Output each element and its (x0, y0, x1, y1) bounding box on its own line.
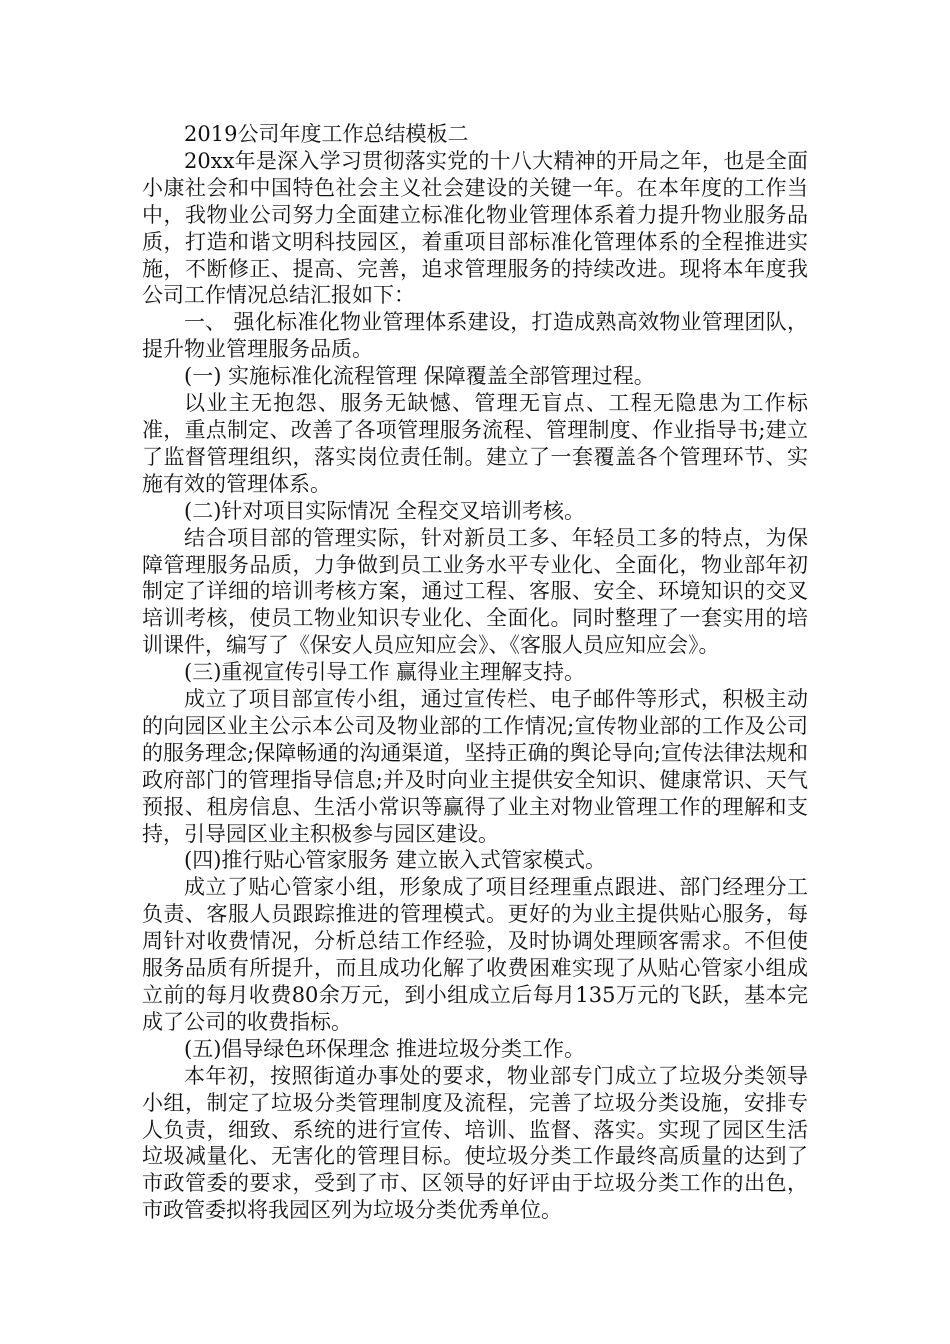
subheading-3: (三)重视宣传引导工作 赢得业主理解支持。 (184, 660, 586, 685)
paragraph-2: 结合项目部的管理实际，针对新员工多、年轻员工多的特点，为保障管理服务品质，力争做到员工业务水平专业化、全面化，物业部年初制定了详细的培训考核方案，通过工程、客服、安全、环境知识的交叉培训考核，使员工物业知识专业化、全面化。同时整理了一套实用的培训课件，编写了《保安人员应知应会》、《客服人员应知应会》。 (142, 525, 808, 658)
subheading-5: (五)倡导绿色环保理念 推进垃圾分类工作。 (184, 1036, 586, 1061)
subheading-4: (四)推行贴心管家服务 建立嵌入式管家模式。 (184, 848, 607, 873)
document-title: 2019公司年度工作总结模板二 (184, 122, 469, 146)
subheading-2: (二)针对项目实际情况 全程交叉培训考核。 (184, 498, 586, 523)
paragraph-4: 成立了贴心管家小组，形象成了项目经理重点跟进、部门经理分工负责、客服人员跟踪推进的管理模式。更好的为业主提供贴心服务，每周针对收费情况，分析总结工作经验，及时协调处理顾客需求。不但使服务品质有所提升，而且成功化解了收费困难实现了从贴心管家小组成立前的每月收费80余万元，到小组成立后每月135万元的飞跃，基本完成了公司的收费指标。 (142, 875, 808, 1034)
paragraph-5: 本年初，按照街道办事处的要求，物业部专门成立了垃圾分类领导小组，制定了垃圾分类管理制度及流程，完善了垃圾分类设施，安排专人负责，细致、系统的进行宣传、培训、监督、落实。实现了园区生活垃圾减量化、无害化的管理目标。使垃圾分类工作最终高质量的达到了市政管委的要求，受到了市、区领导的好评由于垃圾分类工作的出色，市政管委拟将我园区列为垃圾分类优秀单位。 (142, 1063, 808, 1223)
document-body (142, 121, 808, 1224)
paragraph-intro: 20xx年是深入学习贯彻落实党的十八大精神的开局之年，也是全面小康社会和中国特色社会主义社会建设的关键一年。在本年度的工作当中，我物业公司努力全面建立标准化物业管理体系着力提升物业服务品质，打造和谐文明科技园区，着重项目部标准化管理体系的全程推进实施，不断修正、提高、完善，追求管理服务的持续改进。现将本年度我公司工作情况总结汇报如下： (142, 148, 808, 308)
paragraph-3: 成立了项目部宣传小组，通过宣传栏、电子邮件等形式，积极主动的向园区业主公示本公司及物业部的工作情况;宣传物业部的工作及公司的服务理念;保障畅通的沟通渠道，坚持正确的舆论导向;宣传法律法规和政府部门的管理指导信息;并及时向业主提供安全知识、健康常识、天气预报、租房信息、生活小常识等赢得了业主对物业管理工作的理解和支持，引导园区业主积极参与园区建设。 (142, 687, 808, 846)
paragraph-1: 以业主无抱怨、服务无缺憾、管理无盲点、工程无隐患为工作标准，重点制定、改善了各项管理服务流程、管理制度、作业指导书;建立了监督管理组织，落实岗位责任制。建立了一套覆盖各个管理环节、实施有效的管理体系。 (142, 391, 808, 496)
subheading-1: (一) 实施标准化流程管理 保障覆盖全部管理过程。 (184, 364, 655, 389)
section-heading-1: 一、 强化标准化物业管理体系建设，打造成熟高效物业管理团队，提升物业管理服务品质。 (142, 310, 808, 362)
